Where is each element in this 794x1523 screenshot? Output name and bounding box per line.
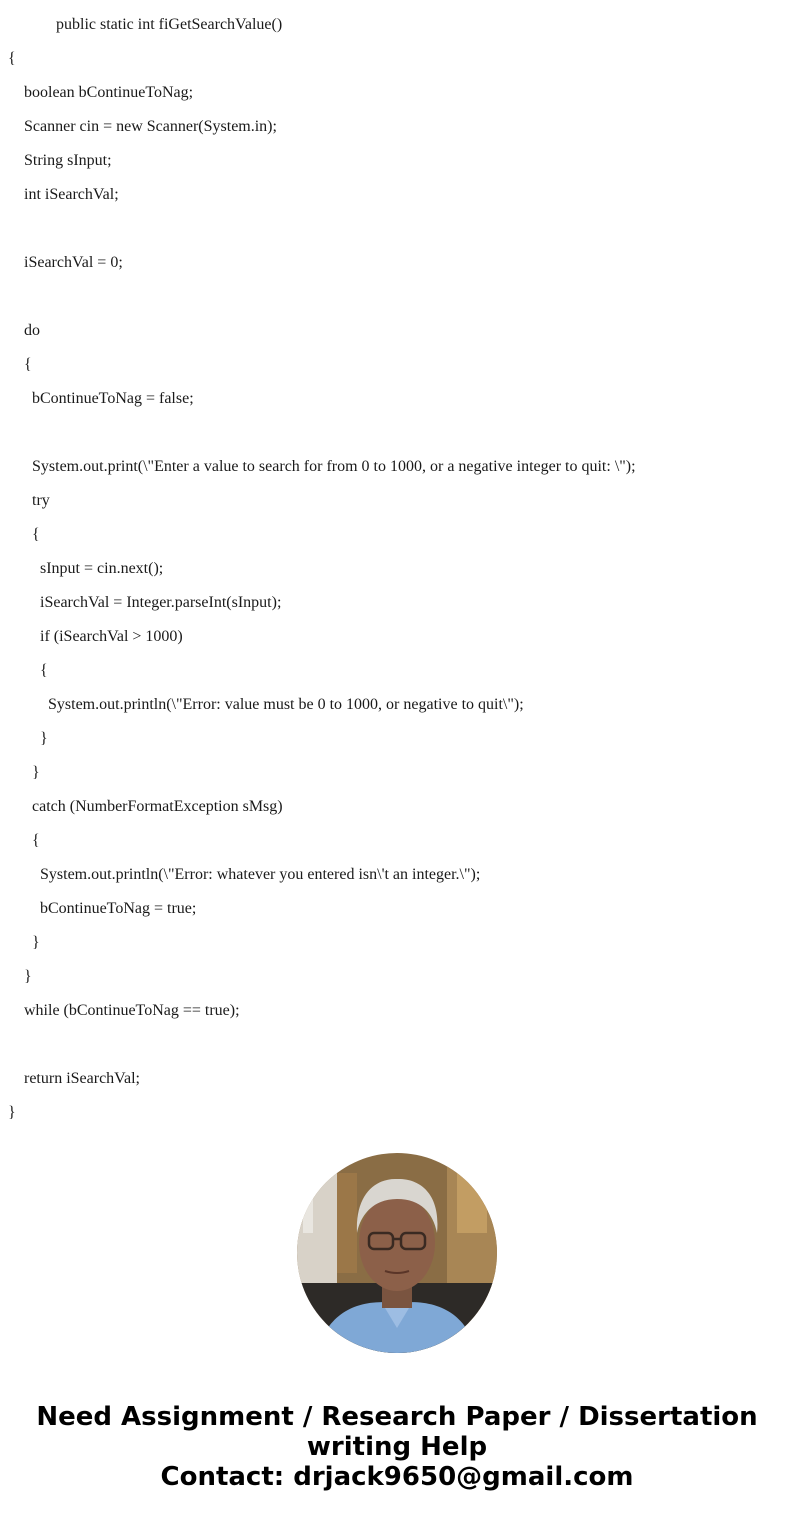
code-line: catch (NumberFormatException sMsg): [32, 798, 283, 815]
code-line: while (bContinueToNag == true);: [24, 1002, 240, 1019]
code-line: System.out.println(\"Error: whatever you entered isn\'t an integer.\");: [40, 866, 481, 883]
code-line: if (iSearchVal > 1000): [40, 628, 183, 645]
promo-line: writing Help: [306, 1432, 488, 1462]
code-line: {: [24, 356, 32, 373]
code-line: {: [8, 50, 16, 67]
code-line: iSearchVal = Integer.parseInt(sInput);: [40, 594, 282, 611]
contact-line: Contact: drjack9650@gmail.com: [160, 1462, 634, 1492]
code-line: return iSearchVal;: [24, 1070, 140, 1087]
code-line: try: [32, 492, 50, 509]
code-line: do: [24, 322, 40, 339]
code-line: {: [32, 832, 40, 849]
code-line: }: [40, 730, 48, 747]
code-line: sInput = cin.next();: [40, 560, 164, 577]
code-line: System.out.print(\"Enter a value to search for from 0 to 1000, or a negative integer to quit: \");: [32, 458, 636, 475]
code-line: boolean bContinueToNag;: [24, 84, 194, 101]
code-line: System.out.println(\"Error: value must be 0 to 1000, or negative to quit\");: [48, 696, 524, 713]
code-line: bContinueToNag = false;: [32, 390, 194, 407]
code-line: String sInput;: [24, 152, 112, 169]
code-line: {: [32, 526, 40, 543]
code-line: }: [8, 1104, 16, 1121]
code-line: bContinueToNag = true;: [40, 900, 197, 917]
author-photo: [297, 1153, 497, 1353]
code-line: }: [32, 764, 40, 781]
code-line: }: [32, 934, 40, 951]
code-line: Scanner cin = new Scanner(System.in);: [24, 118, 277, 135]
code-line: {: [40, 662, 48, 679]
promo-text: [0, 1402, 794, 1492]
promo-line: Need Assignment / Research Paper / Dissertation: [36, 1402, 758, 1432]
code-line: public static int fiGetSearchValue(): [56, 16, 283, 33]
code-line: }: [24, 968, 32, 985]
code-line: iSearchVal = 0;: [24, 254, 123, 271]
code-line: int iSearchVal;: [24, 186, 119, 203]
